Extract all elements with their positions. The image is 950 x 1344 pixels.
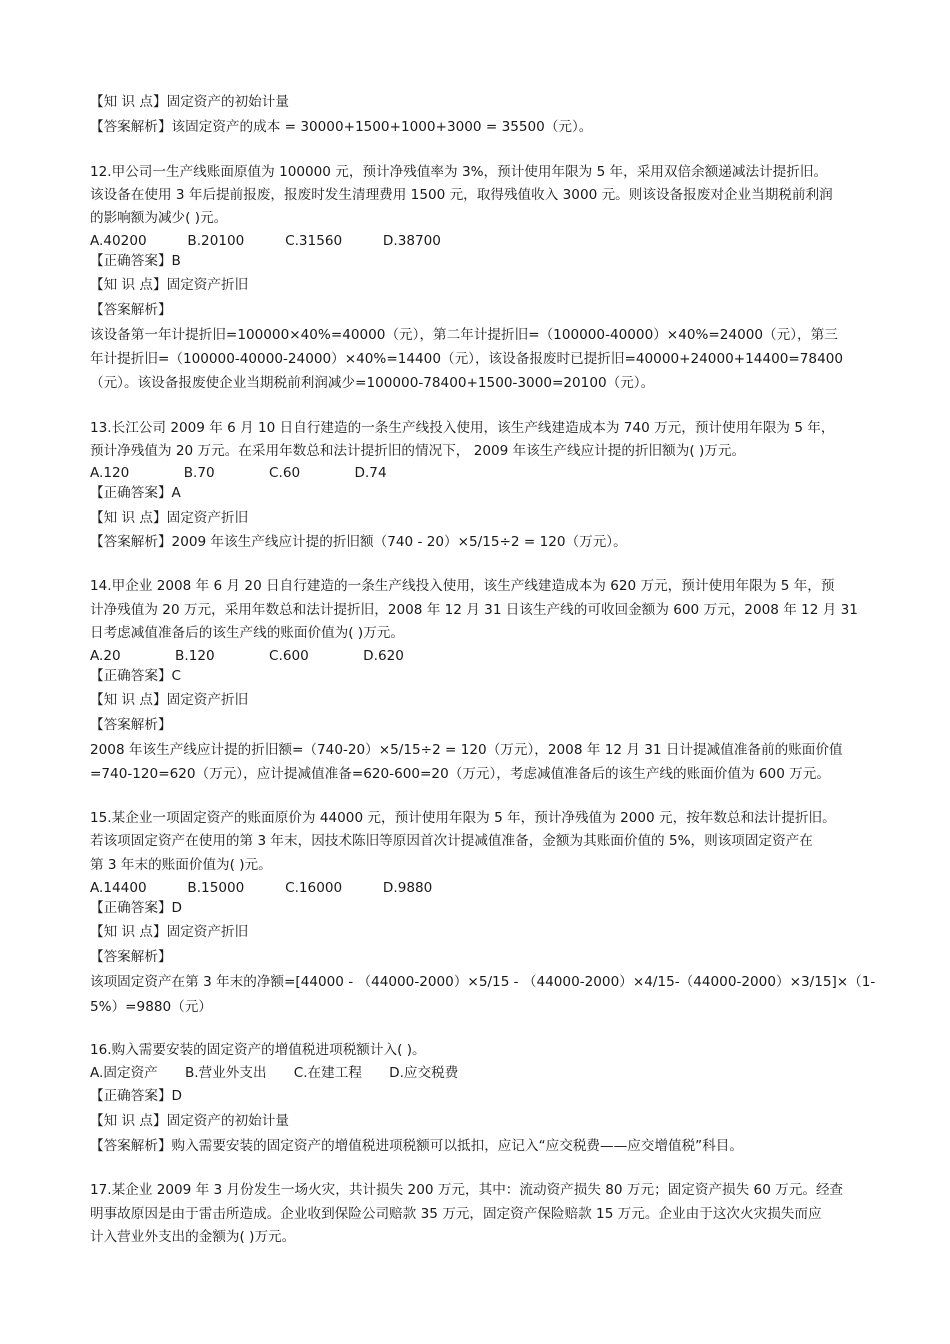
answer-analysis-label: 【答案解析】 bbox=[90, 949, 172, 965]
answer-analysis-line: 该设备第一年计提折旧=100000×40%=40000（元），第二年计提折旧=（100000-40000）×40%=24000（元），第三 bbox=[90, 327, 838, 343]
answer-analysis-line: （元）。该设备报废使企业当期税前利润减少=100000-78400+1500-3000=20100（元）。 bbox=[90, 375, 655, 391]
question-stem-line: 明事故原因是由于雷击所造成。企业收到保险公司赔款 35 万元，固定资产保险赔款 15 万元。企业由于这次火灾损失而应 bbox=[90, 1206, 822, 1222]
answer-options: A.固定资产 B.营业外支出 C.在建工程 D.应交税费 bbox=[90, 1065, 459, 1081]
correct-answer: 【正确答案】D bbox=[90, 1088, 183, 1104]
answer-analysis-label: 【答案解析】 bbox=[90, 717, 172, 733]
answer-analysis: 【答案解析】2009 年该生产线应计提的折旧额（740 - 20）×5/15÷2 = 120（万元）。 bbox=[90, 534, 627, 550]
knowledge-point: 【知 识 点】固定资产折旧 bbox=[90, 692, 249, 708]
correct-answer: 【正确答案】D bbox=[90, 900, 183, 916]
answer-analysis: 【答案解析】该固定资产的成本 = 30000+1500+1000+3000 = 35500（元）。 bbox=[90, 119, 593, 135]
knowledge-point: 【知 识 点】固定资产折旧 bbox=[90, 924, 249, 940]
answer-options: A.14400 B.15000 C.16000 D.9880 bbox=[90, 880, 433, 896]
question-stem-line: 计净残值为 20 万元，采用年数总和法计提折旧，2008 年 12 月 31 日该生产线的可收回金额为 600 万元，2008 年 12 月 31 bbox=[90, 602, 858, 618]
question-stem-line: 第 3 年末的账面价值为( )元。 bbox=[90, 857, 272, 873]
correct-answer: 【正确答案】C bbox=[90, 668, 182, 684]
question-stem-line: 13.长江公司 2009 年 6 月 10 日自行建造的一条生产线投入使用，该生产线建造成本为 740 万元，预计使用年限为 5 年， bbox=[90, 420, 835, 436]
answer-options: A.20 B.120 C.600 D.620 bbox=[90, 648, 404, 664]
knowledge-point: 【知 识 点】固定资产折旧 bbox=[90, 277, 249, 293]
correct-answer: 【正确答案】A bbox=[90, 485, 181, 501]
question-stem-line: 若该项固定资产在使用的第 3 年末，因技术陈旧等原因首次计提减值准备，金额为其账面价值的 5%，则该项固定资产在 bbox=[90, 833, 813, 849]
answer-analysis-line: 5%）=9880（元） bbox=[90, 999, 212, 1015]
correct-answer: 【正确答案】B bbox=[90, 253, 181, 269]
answer-analysis-line: 年计提折旧=（100000-40000-24000）×40%=14400（元），该设备报废时已提折旧=40000+24000+14400=78400 bbox=[90, 351, 844, 367]
question-stem-line: 16.购入需要安装的固定资产的增值税进项税额计入( )。 bbox=[90, 1042, 426, 1058]
answer-analysis: 【答案解析】购入需要安装的固定资产的增值税进项税额可以抵扣，应记入“应交税费——应交增值税”科目。 bbox=[90, 1138, 743, 1154]
answer-analysis-line: 该项固定资产在第 3 年末的净额=[44000 - （44000-2000）×5/15 - （44000-2000）×4/15-（44000-2000）×3/15]×（1- bbox=[90, 974, 876, 990]
answer-options: A.40200 B.20100 C.31560 D.38700 bbox=[90, 233, 441, 249]
answer-analysis-line: =740-120=620（万元），应计提减值准备=620-600=20（万元），考虑减值准备后的该生产线的账面价值为 600 万元。 bbox=[90, 766, 830, 782]
knowledge-point: 【知 识 点】固定资产的初始计量 bbox=[90, 94, 289, 110]
question-stem-line: 12.甲公司一生产线账面原值为 100000 元，预计净残值率为 3%，预计使用年限为 5 年，采用双倍余额递减法计提折旧。 bbox=[90, 164, 828, 180]
question-stem-line: 的影响额为减少( )元。 bbox=[90, 210, 228, 226]
knowledge-point: 【知 识 点】固定资产折旧 bbox=[90, 510, 249, 526]
question-stem-line: 预计净残值为 20 万元。在采用年数总和法计提折旧的情况下， 2009 年该生产线应计提的折旧额为( )万元。 bbox=[90, 443, 746, 459]
question-stem-line: 15.某企业一项固定资产的账面原价为 44000 元，预计使用年限为 5 年，预计净残值为 2000 元，按年数总和法计提折旧。 bbox=[90, 810, 836, 826]
question-stem-line: 计入营业外支出的金额为( )万元。 bbox=[90, 1229, 296, 1245]
question-stem-line: 该设备在使用 3 年后提前报废，报废时发生清理费用 1500 元，取得残值收入 3000 元。则该设备报废对企业当期税前利润 bbox=[90, 187, 833, 203]
question-stem-line: 日考虑减值准备后的该生产线的账面价值为( )万元。 bbox=[90, 625, 404, 641]
question-stem-line: 14.甲企业 2008 年 6 月 20 日自行建造的一条生产线投入使用，该生产线建造成本为 620 万元，预计使用年限为 5 年，预 bbox=[90, 578, 835, 594]
answer-analysis-line: 2008 年该生产线应计提的折旧额=（740-20）×5/15÷2 = 120（万元），2008 年 12 月 31 日计提减值准备前的账面价值 bbox=[90, 742, 843, 758]
question-stem-line: 17.某企业 2009 年 3 月份发生一场火灾，共计损失 200 万元，其中：流动资产损失 80 万元；固定资产损失 60 万元。经查 bbox=[90, 1182, 844, 1198]
answer-analysis-label: 【答案解析】 bbox=[90, 302, 172, 318]
knowledge-point: 【知 识 点】固定资产的初始计量 bbox=[90, 1113, 289, 1129]
answer-options: A.120 B.70 C.60 D.74 bbox=[90, 465, 387, 481]
